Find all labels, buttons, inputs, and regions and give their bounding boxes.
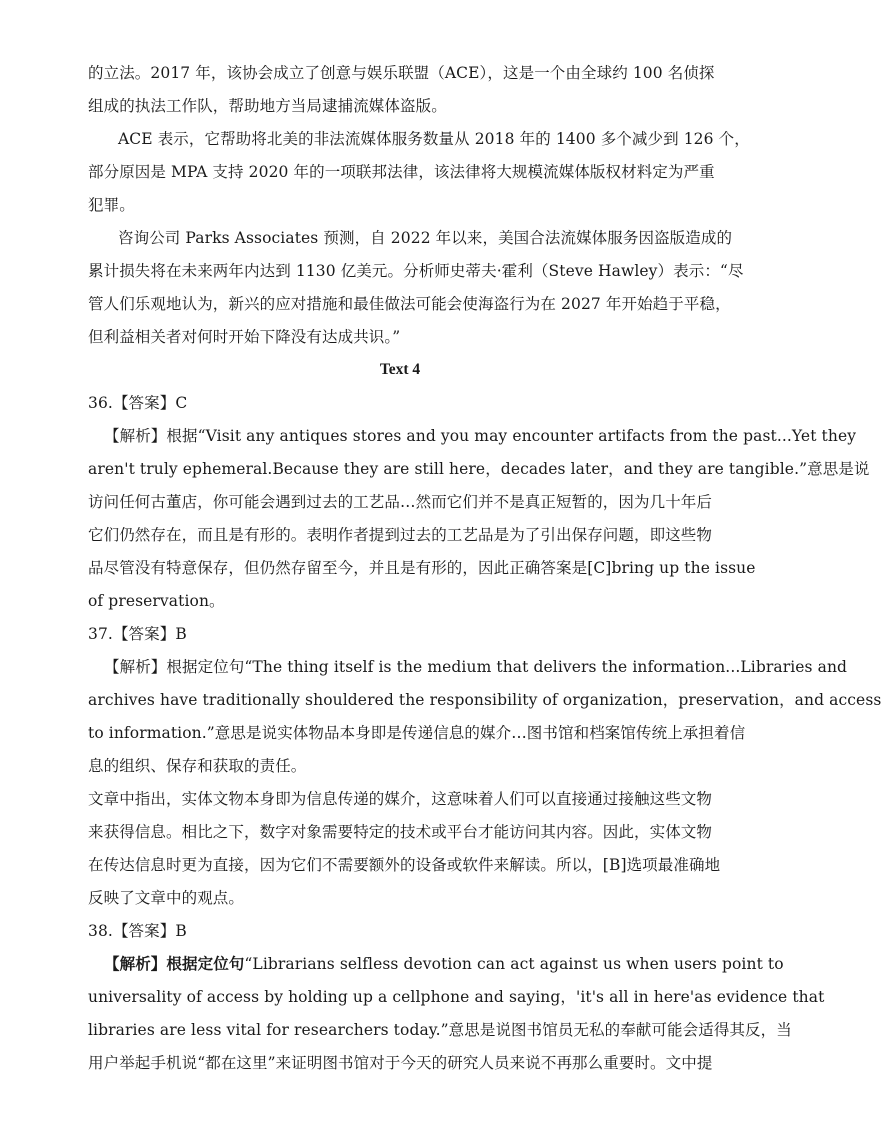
q36-analysis-line-2: aren't truly ephemeral.Because they are still here，decades later，and they are tangible.”意思是说 bbox=[88, 460, 870, 478]
q36-analysis-line-1: 【解析】根据“Visit any antiques stores and you may encounter artifacts from the past...Yet they bbox=[104, 427, 857, 445]
text3-paragraph-2-line-3: 犯罪。 bbox=[88, 196, 135, 214]
text3-paragraph-3-line-1: 咨询公司 Parks Associates 预测，自 2022 年以来，美国合法流媒体服务因盗版造成的 bbox=[118, 229, 733, 247]
text3-paragraph-2-line-1: ACE 表示，它帮助将北美的非法流媒体服务数量从 2018 年的 1400 多个减少到 126 个， bbox=[118, 130, 750, 148]
text3-paragraph-1-line-1: 的立法。2017 年，该协会成立了创意与娱乐联盟（ACE），这是一个由全球约 100 名侦探 bbox=[88, 64, 715, 82]
text3-paragraph-2-line-2: 部分原因是 MPA 支持 2020 年的一项联邦法律，该法律将大规模流媒体版权材料定为严重 bbox=[88, 163, 715, 181]
text3-paragraph-3-line-4: 但利益相关者对何时开始下降没有达成共识。” bbox=[88, 328, 401, 346]
q38-analysis-lead: 【解析】根据定位句 bbox=[104, 954, 245, 973]
q36-analysis-line-4: 它们仍然存在，而且是有形的。表明作者提到过去的工艺品是为了引出保存问题，即这些物 bbox=[88, 526, 713, 544]
q38-analysis-line-4: 用户举起手机说“都在这里”来证明图书馆对于今天的研究人员来说不再那么重要时。文中提 bbox=[88, 1054, 713, 1072]
text3-paragraph-3-line-3: 管人们乐观地认为，新兴的应对措施和最佳做法可能会使海盗行为在 2027 年开始趋于平稳， bbox=[88, 295, 731, 313]
q36-analysis-line-6: of preservation。 bbox=[88, 592, 225, 610]
q36-analysis-line-5: 品尽管没有特意保存，但仍然存留至今，并且是有形的，因此正确答案是[C]bring up the issue bbox=[88, 559, 756, 577]
q36-answer: 36.【答案】C bbox=[88, 394, 188, 412]
q37-extra-line-3: 在传达信息时更为直接，因为它们不需要额外的设备或软件来解读。所以，[B]选项最准确地 bbox=[88, 856, 721, 874]
q38-analysis-line-1-rest: “Librarians selfless devotion can act against us when users point to bbox=[244, 955, 784, 973]
q37-extra-line-2: 来获得信息。相比之下，数字对象需要特定的技术或平台才能访问其内容。因此，实体文物 bbox=[88, 823, 713, 841]
q38-analysis-line-1 bbox=[104, 953, 784, 975]
text3-paragraph-3-line-2: 累计损失将在未来两年内达到 1130 亿美元。分析师史蒂夫·霍利（Steve Hawley）表示：“尽 bbox=[88, 262, 744, 280]
q38-analysis-line-3: libraries are less vital for researchers today.”意思是说图书馆员无私的奉献可能会适得其反，当 bbox=[88, 1021, 792, 1039]
q37-analysis-line-1: 【解析】根据定位句“The thing itself is the medium that delivers the information...Libraries and bbox=[104, 658, 848, 676]
q38-answer: 38.【答案】B bbox=[88, 922, 187, 940]
q37-extra-line-4: 反映了文章中的观点。 bbox=[88, 889, 245, 907]
section-title: Text 4 bbox=[379, 361, 421, 378]
q37-analysis-line-4: 息的组织、保存和获取的责任。 bbox=[88, 757, 307, 775]
q37-extra-line-1: 文章中指出，实体文物本身即为信息传递的媒介，这意味着人们可以直接通过接触这些文物 bbox=[88, 790, 713, 808]
q37-answer: 37.【答案】B bbox=[88, 625, 187, 643]
q37-analysis-line-2: archives have traditionally shouldered the responsibility of organization，preservation，and access bbox=[88, 691, 881, 709]
q37-analysis-line-3: to information.”意思是说实体物品本身即是传递信息的媒介…图书馆和档案馆传统上承担着信 bbox=[88, 724, 746, 742]
text3-paragraph-1-line-2: 组成的执法工作队，帮助地方当局逮捕流媒体盗版。 bbox=[88, 97, 447, 115]
q38-analysis-line-2: universality of access by holding up a cellphone and saying，'it's all in here'as evidence that bbox=[88, 988, 825, 1006]
q36-analysis-line-3: 访问任何古董店，你可能会遇到过去的工艺品…然而它们并不是真正短暂的，因为几十年后 bbox=[88, 493, 713, 511]
